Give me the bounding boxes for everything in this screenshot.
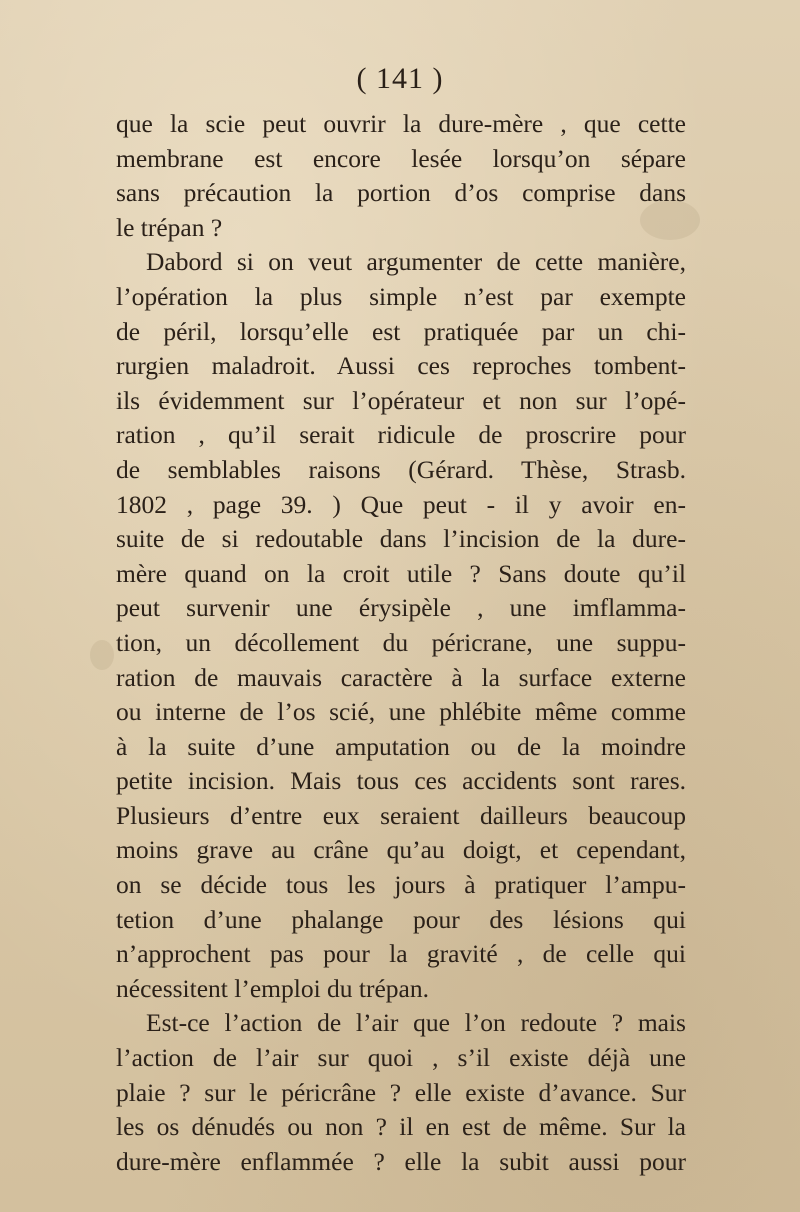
paper-stain <box>90 640 114 670</box>
text-line: membrane est encore lesée lorsqu’on sépare <box>116 143 686 173</box>
text-line: ils évidemment sur l’opérateur et non sur l’opé- <box>116 385 686 415</box>
text-line: à la suite d’une amputation ou de la moindre <box>116 731 686 761</box>
text-line: nécessitent l’emploi du trépan. <box>116 973 429 1003</box>
text-line: que la scie peut ouvrir la dure-mère , que cette <box>116 109 686 138</box>
text-line: mère quand on la croit utile ? Sans doute qu’il <box>116 558 686 588</box>
text-line: ou interne de l’os scié, une phlébite même comme <box>116 697 686 727</box>
text-line: tetion d’une phalange pour des lésions qui <box>116 904 686 934</box>
text-line: plaie ? sur le péricrâne ? elle existe d’avance. Sur <box>116 1077 686 1107</box>
text-line: Est-ce l’action de l’air que l’on redoute ? mais <box>146 1008 686 1038</box>
text-line: n’approchent pas pour la gravité , de celle qui <box>116 939 686 969</box>
text-line: peut survenir une érysipèle , une imflamma- <box>116 593 686 623</box>
text-line: de péril, lorsqu’elle est pratiquée par un chi- <box>116 316 686 346</box>
text-line: suite de si redoutable dans l’incision de la dure- <box>116 524 686 554</box>
text-line: on se décide tous les jours à pratiquer l’ampu- <box>116 870 686 900</box>
page-number: ( 141 ) <box>356 62 444 95</box>
text-line: l’opération la plus simple n’est par exempte <box>116 281 686 311</box>
text-line: sans précaution la portion d’os comprise dans <box>116 178 686 208</box>
body-text <box>116 107 686 1179</box>
text-line: ration de mauvais caractère à la surface externe <box>116 662 686 692</box>
text-line: Dabord si on veut argumenter de cette manière, <box>146 247 686 277</box>
text-line: l’action de l’air sur quoi , s’il existe déjà une <box>116 1043 686 1073</box>
text-line: moins grave au crâne qu’au doigt, et cependant, <box>116 835 686 865</box>
text-line: de semblables raisons (Gérard. Thèse, Strasb. <box>116 454 686 484</box>
text-line: les os dénudés ou non ? il en est de même. Sur la <box>116 1112 686 1142</box>
text-line: ration , qu’il serait ridicule de proscrire pour <box>116 420 686 450</box>
text-line: le trépan ? <box>116 212 223 242</box>
text-line: dure-mère enflammée ? elle la subit aussi pour <box>116 1146 686 1176</box>
text-line: 1802 , page 39. ) Que peut - il y avoir en- <box>116 489 686 519</box>
text-line: Plusieurs d’entre eux seraient dailleurs beaucoup <box>116 800 686 830</box>
text-line: tion, un décollement du péricrane, une suppu- <box>116 627 686 657</box>
text-line: rurgien maladroit. Aussi ces reproches tombent- <box>116 351 686 381</box>
text-line: petite incision. Mais tous ces accidents sont rares. <box>116 766 686 796</box>
